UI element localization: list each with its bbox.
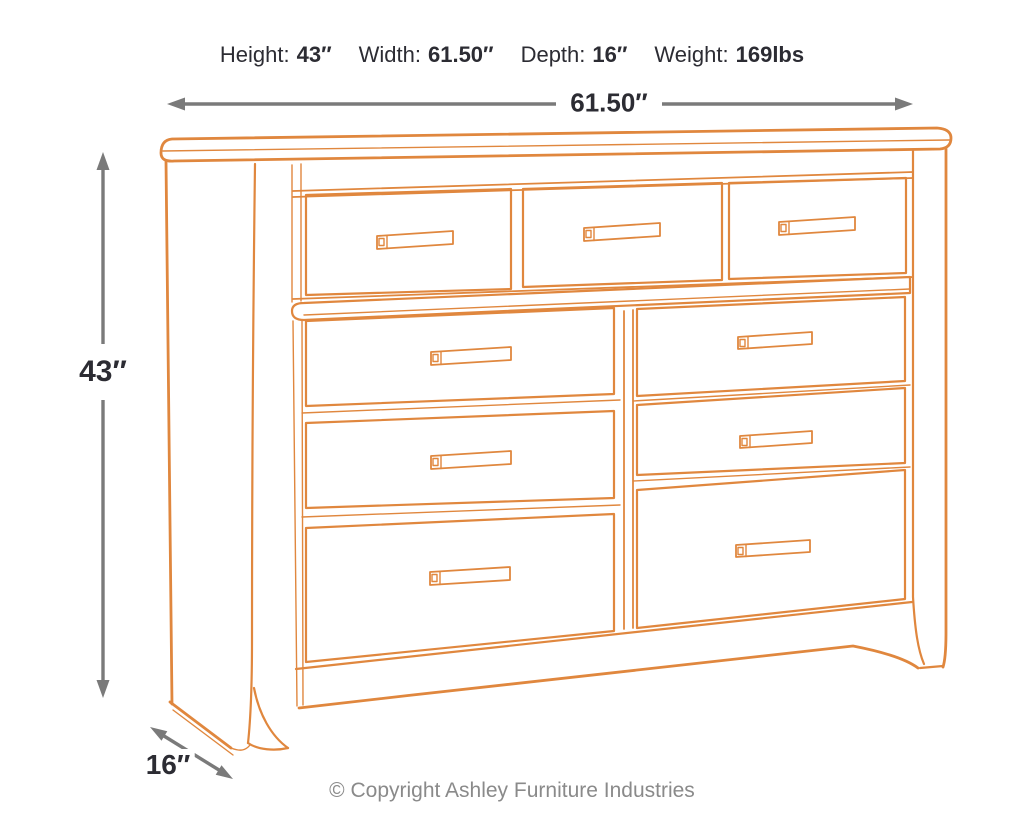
drawer-handle	[779, 217, 855, 235]
arrowhead-up-icon	[97, 152, 110, 170]
center-mullion	[624, 310, 633, 629]
spec-height-label: Height:	[219, 42, 290, 67]
drawer-handle	[430, 567, 510, 585]
dresser-right-stile	[913, 149, 946, 668]
lower-drawer-column-right	[633, 297, 910, 628]
face-frame-left-stile	[292, 164, 303, 706]
lower-drawer-column-left	[302, 308, 620, 662]
drawer-right-3	[637, 470, 905, 628]
dresser-left-side-panel	[166, 161, 288, 755]
drawer-handle	[736, 540, 810, 557]
copyright-text: © Copyright Ashley Furniture Industries	[329, 779, 695, 802]
drawer-handle	[738, 332, 812, 349]
drawer-top-2	[523, 183, 722, 287]
drawer-left-1	[306, 308, 614, 406]
spec-width-value: 61.50″	[427, 42, 494, 67]
arrowhead-right-icon	[895, 98, 913, 111]
drawer-handle	[431, 451, 511, 469]
spec-weight-label: Weight:	[654, 42, 729, 67]
width-dimension-label: 61.50″	[566, 88, 652, 119]
drawer-top-1	[306, 189, 511, 295]
top-drawer-row	[306, 178, 906, 295]
width-dimension-arrow	[167, 98, 913, 111]
spec-weight-value: 169lbs	[735, 42, 805, 67]
drawer-handle	[431, 347, 511, 365]
drawer-right-2	[637, 388, 905, 475]
bottom-rail-apron	[296, 602, 918, 708]
depth-dimension-label: 16″	[142, 749, 195, 781]
spec-height-value: 43″	[296, 42, 332, 67]
dresser-top-slab	[161, 128, 951, 161]
drawer-right-1	[637, 297, 905, 396]
arrowhead-upleft-icon	[150, 727, 167, 741]
spec-width-label: Width:	[358, 42, 421, 67]
arrowhead-downright-icon	[216, 765, 233, 779]
arrowhead-down-icon	[97, 680, 110, 698]
drawer-handle	[740, 431, 812, 448]
row-divider-line	[302, 400, 620, 413]
arrowhead-left-icon	[167, 98, 185, 111]
drawer-handle	[377, 231, 453, 249]
drawer-left-2	[306, 411, 614, 508]
drawer-handle	[584, 223, 660, 241]
height-dimension-label: 43″	[75, 355, 131, 389]
drawer-top-3	[729, 178, 906, 279]
height-dimension-arrow	[97, 152, 110, 698]
spec-depth-value: 16″	[592, 42, 628, 67]
spec-depth-label: Depth:	[520, 42, 586, 67]
dresser-illustration	[161, 128, 951, 755]
